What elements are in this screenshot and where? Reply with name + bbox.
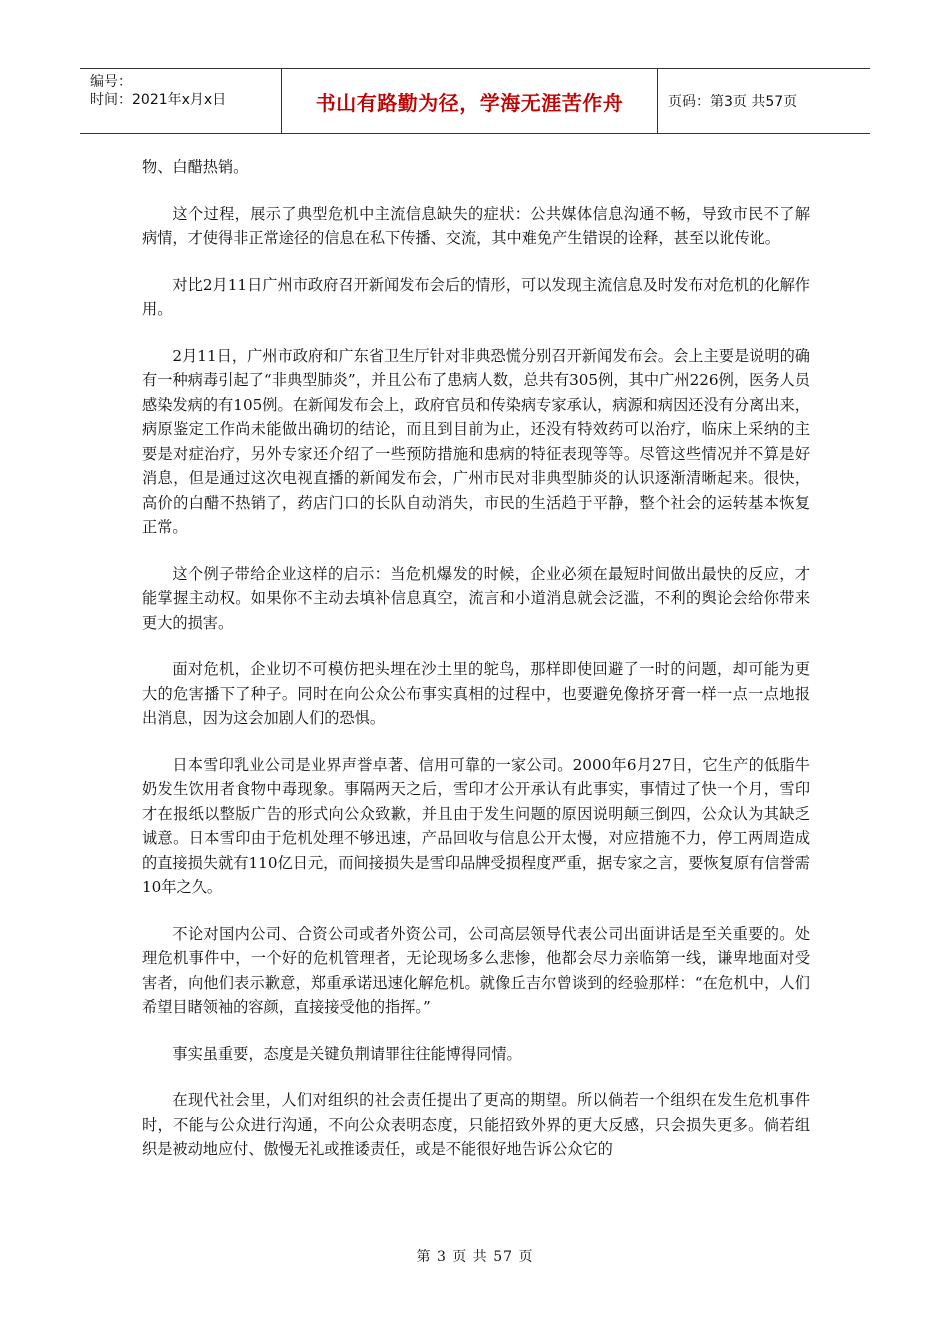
paragraph: 这个例子带给企业这样的启示：当危机爆发的时候，企业必须在最短时间做出最快的反应，才能掌握主动权。如果你不主动去填补信息真空，流言和小道消息就会泛滥，不利的舆论会给你带来更大的损害。 <box>142 564 810 632</box>
paragraph: 这个过程，展示了典型危机中主流信息缺失的症状：公共媒体信息沟通不畅，导致市民不了解病情，才使得非正常途径的信息在私下传播、交流，其中难免产生错误的诠释，甚至以讹传讹。 <box>142 204 810 247</box>
paragraph: 对比2月11日广州市政府召开新闻发布会后的情形，可以发现主流信息及时发布对危机的化解作用。 <box>142 275 810 318</box>
paragraph: 事实虽重要，态度是关键负荆请罪往往能博得同情。 <box>172 1044 522 1063</box>
paragraph-continuation: 物、白醋热销。 <box>142 158 249 176</box>
paragraph: 在现代社会里，人们对组织的社会责任提出了更高的期望。所以倘若一个组织在发生危机事件时，不能与公众进行沟通，不向公众表明态度，只能招致外界的更大反感，只会损失更多。倘若组织是被动地应付、傲慢无礼或推诿责任，或是不能很好地告诉公众它的 <box>142 1091 810 1158</box>
page-header <box>80 68 870 134</box>
document-date-label: 时间：2021年x月x日 <box>90 92 227 108</box>
document-number-label: 编号： <box>90 74 132 90</box>
paragraph: 面对危机，企业切不可模仿把头埋在沙土里的鸵鸟，那样即使回避了一时的问题，却可能为更大的危害播下了种子。同时在向公众公布事实真相的过程中，也要避免像挤牙膏一样一点一点地报出消息，因为这会加剧人们的恐惧。 <box>142 660 810 727</box>
header-page-info: 页码：第3页 共57页 <box>668 94 798 110</box>
header-motto: 书山有路勤为径，学海无涯苦作舟 <box>282 69 658 133</box>
document-body <box>142 155 810 1184</box>
paragraph: 日本雪印乳业公司是业界声誉卓著、信用可靠的一家公司。2000年6月27日，它生产的低脂牛奶发生饮用者食物中毒现象。事隔两天之后，雪印才公开承认有此事实，事情过了快一个月，雪印才在报纸以整版广告的形式向公众致歉，并且由于发生问题的原因说明颠三倒四，公众认为其缺乏诚意。日本雪印由于危机处理不够迅速，产品回收与信息公开太慢，对应措施不力，停工两周造成的直接损失就有110亿日元，而间接损失是雪印品牌受损程度严重，据专家之言，要恢复原有信誉需10年之久。 <box>142 755 810 896</box>
page-footer: 第 3 页 共 57 页 <box>416 1249 534 1265</box>
paragraph: 2月11日，广州市政府和广东省卫生厅针对非典恐慌分别召开新闻发布会。会上主要是说明的确有一种病毒引起了“非典型肺炎”，并且公布了患病人数，总共有305例，其中广州226例，医务人员感染发病的有105例。在新闻发布会上，政府官员和传染病专家承认，病源和病因还没有分离出来，病原鉴定工作尚未能做出确切的结论，而且到目前为止，还没有特效药可以治疗，临床上采纳的主要是对症治疗，另外专家还介绍了一些预防措施和患病的特征表现等等。尽管这些情况并不算是好消息，但是通过这次电视直播的新闻发布会，广州市民对非典型肺炎的认识逐渐清晰起来。很快，高价的白醋不热销了，药店门口的长队自动消失，市民的生活趋于平静，整个社会的运转基本恢复正常。 <box>142 346 810 536</box>
paragraph: 不论对国内公司、合资公司或者外资公司，公司高层领导代表公司出面讲话是至关重要的。处理危机事件中，一个好的危机管理者，无论现场多么悲惨，他都会尽力亲临第一线，谦卑地面对受害者，向他们表示歉意，郑重承诺迅速化解危机。就像丘吉尔曾谈到的经验那样：“在危机中，人们希望目睹领袖的容颜，直接接受他的指挥。” <box>142 924 810 1016</box>
header-meta <box>80 69 282 133</box>
